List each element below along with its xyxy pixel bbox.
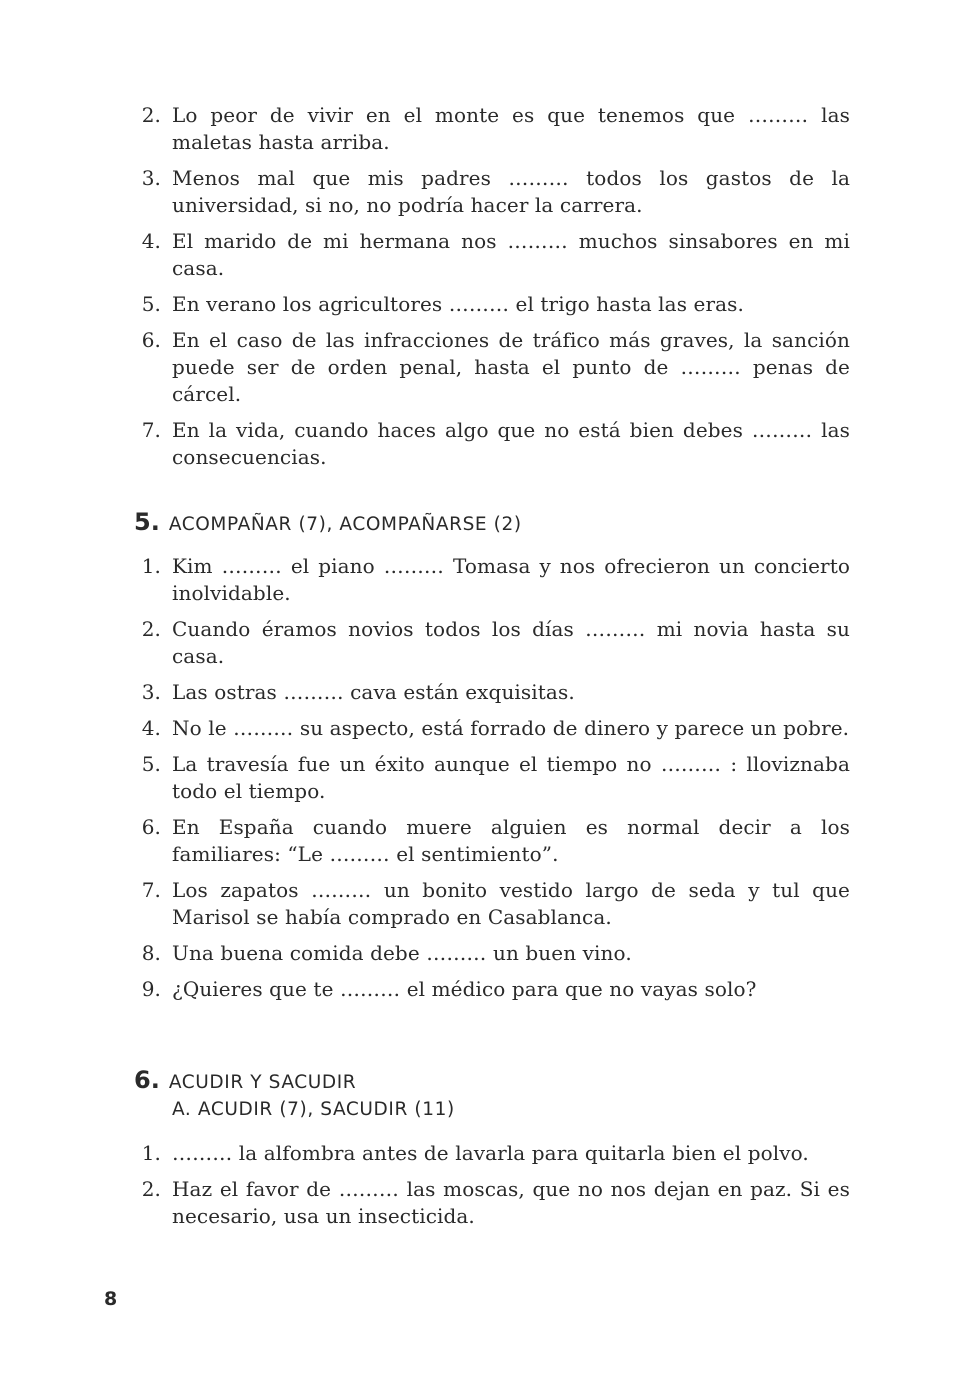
item-text: No le ……… su aspecto, está forrado de dinero y parece un pobre. [172, 716, 850, 740]
item-number: 5. [141, 292, 161, 316]
page-number: 8 [104, 1288, 118, 1310]
item-text: Haz el favor de ……… las moscas, que no nos dejan en paz. Si es necesario, usa un insecticida. [172, 1177, 850, 1228]
item-number: 9. [141, 977, 161, 1001]
exercise-item [134, 877, 850, 931]
exercise-item [134, 1176, 850, 1230]
exercise-item [134, 417, 850, 471]
item-text: Lo peor de vivir en el monte es que tenemos que ……… las maletas hasta arriba. [172, 103, 850, 154]
item-text: Una buena comida debe ……… un buen vino. [172, 941, 632, 965]
exercise-item [134, 165, 850, 219]
exercise-item [134, 715, 850, 742]
exercise-item [134, 679, 850, 706]
exercise-item [134, 814, 850, 868]
exercise-item [134, 940, 850, 967]
section-6-subtitle: A. ACUDIR (7), SACUDIR (11) [172, 1099, 455, 1120]
item-number: 6. [141, 328, 161, 352]
item-text: Las ostras ……… cava están exquisitas. [172, 680, 575, 704]
item-number: 2. [141, 1177, 161, 1201]
item-number: 2. [141, 617, 161, 641]
item-text: El marido de mi hermana nos ……… muchos sinsabores en mi casa. [172, 229, 850, 280]
item-number: 3. [141, 680, 161, 704]
item-number: 5. [141, 752, 161, 776]
item-text: Menos mal que mis padres ……… todos los gastos de la universidad, si no, no podría hacer la carrera. [172, 166, 850, 217]
item-text: ……… la alfombra antes de lavarla para quitarla bien el polvo. [172, 1141, 809, 1165]
section-number: 5. [134, 508, 160, 536]
item-text: Kim ……… el piano ……… Tomasa y nos ofrecieron un concierto inolvidable. [172, 554, 850, 605]
exercise-item [134, 616, 850, 670]
item-number: 4. [141, 716, 161, 740]
exercise-item [134, 102, 850, 156]
exercise-item [134, 327, 850, 408]
section-5-heading [134, 508, 522, 536]
exercise-item [134, 751, 850, 805]
item-number: 8. [141, 941, 161, 965]
section-5-exercise-list [134, 553, 850, 1012]
item-number: 1. [141, 1141, 161, 1165]
exercise-item [134, 1140, 850, 1167]
item-text: ¿Quieres que te ……… el médico para que no vayas solo? [172, 977, 757, 1001]
section-4-exercise-list [134, 102, 850, 480]
item-number: 2. [141, 103, 161, 127]
item-text: En el caso de las infracciones de tráfico más graves, la sanción puede ser de orden penal, hasta el punto de ……… penas de cárcel. [172, 328, 850, 406]
item-text: En España cuando muere alguien es normal decir a los familiares: “Le ……… el sentimiento”. [172, 815, 850, 866]
section-title: ACOMPAÑAR (7), ACOMPAÑARSE (2) [168, 514, 522, 535]
item-text: La travesía fue un éxito aunque el tiempo no ……… : lloviznaba todo el tiempo. [172, 752, 850, 803]
item-number: 6. [141, 815, 161, 839]
item-text: En verano los agricultores ……… el trigo hasta las eras. [172, 292, 744, 316]
item-number: 7. [141, 418, 161, 442]
exercise-item [134, 291, 850, 318]
item-number: 1. [141, 554, 161, 578]
item-number: 3. [141, 166, 161, 190]
item-number: 4. [141, 229, 161, 253]
section-6-exercise-list [134, 1140, 850, 1239]
exercise-item [134, 553, 850, 607]
item-text: Los zapatos ……… un bonito vestido largo de seda y tul que Marisol se había comprado en Casablanca. [172, 878, 850, 929]
section-title: ACUDIR Y SACUDIR [168, 1072, 357, 1093]
section-6-heading [134, 1066, 356, 1094]
exercise-item [134, 228, 850, 282]
item-text: En la vida, cuando haces algo que no está bien debes ……… las consecuencias. [172, 418, 850, 469]
section-number: 6. [134, 1066, 160, 1094]
exercise-item [134, 976, 850, 1003]
item-text: Cuando éramos novios todos los días ……… mi novia hasta su casa. [172, 617, 850, 668]
item-number: 7. [141, 878, 161, 902]
